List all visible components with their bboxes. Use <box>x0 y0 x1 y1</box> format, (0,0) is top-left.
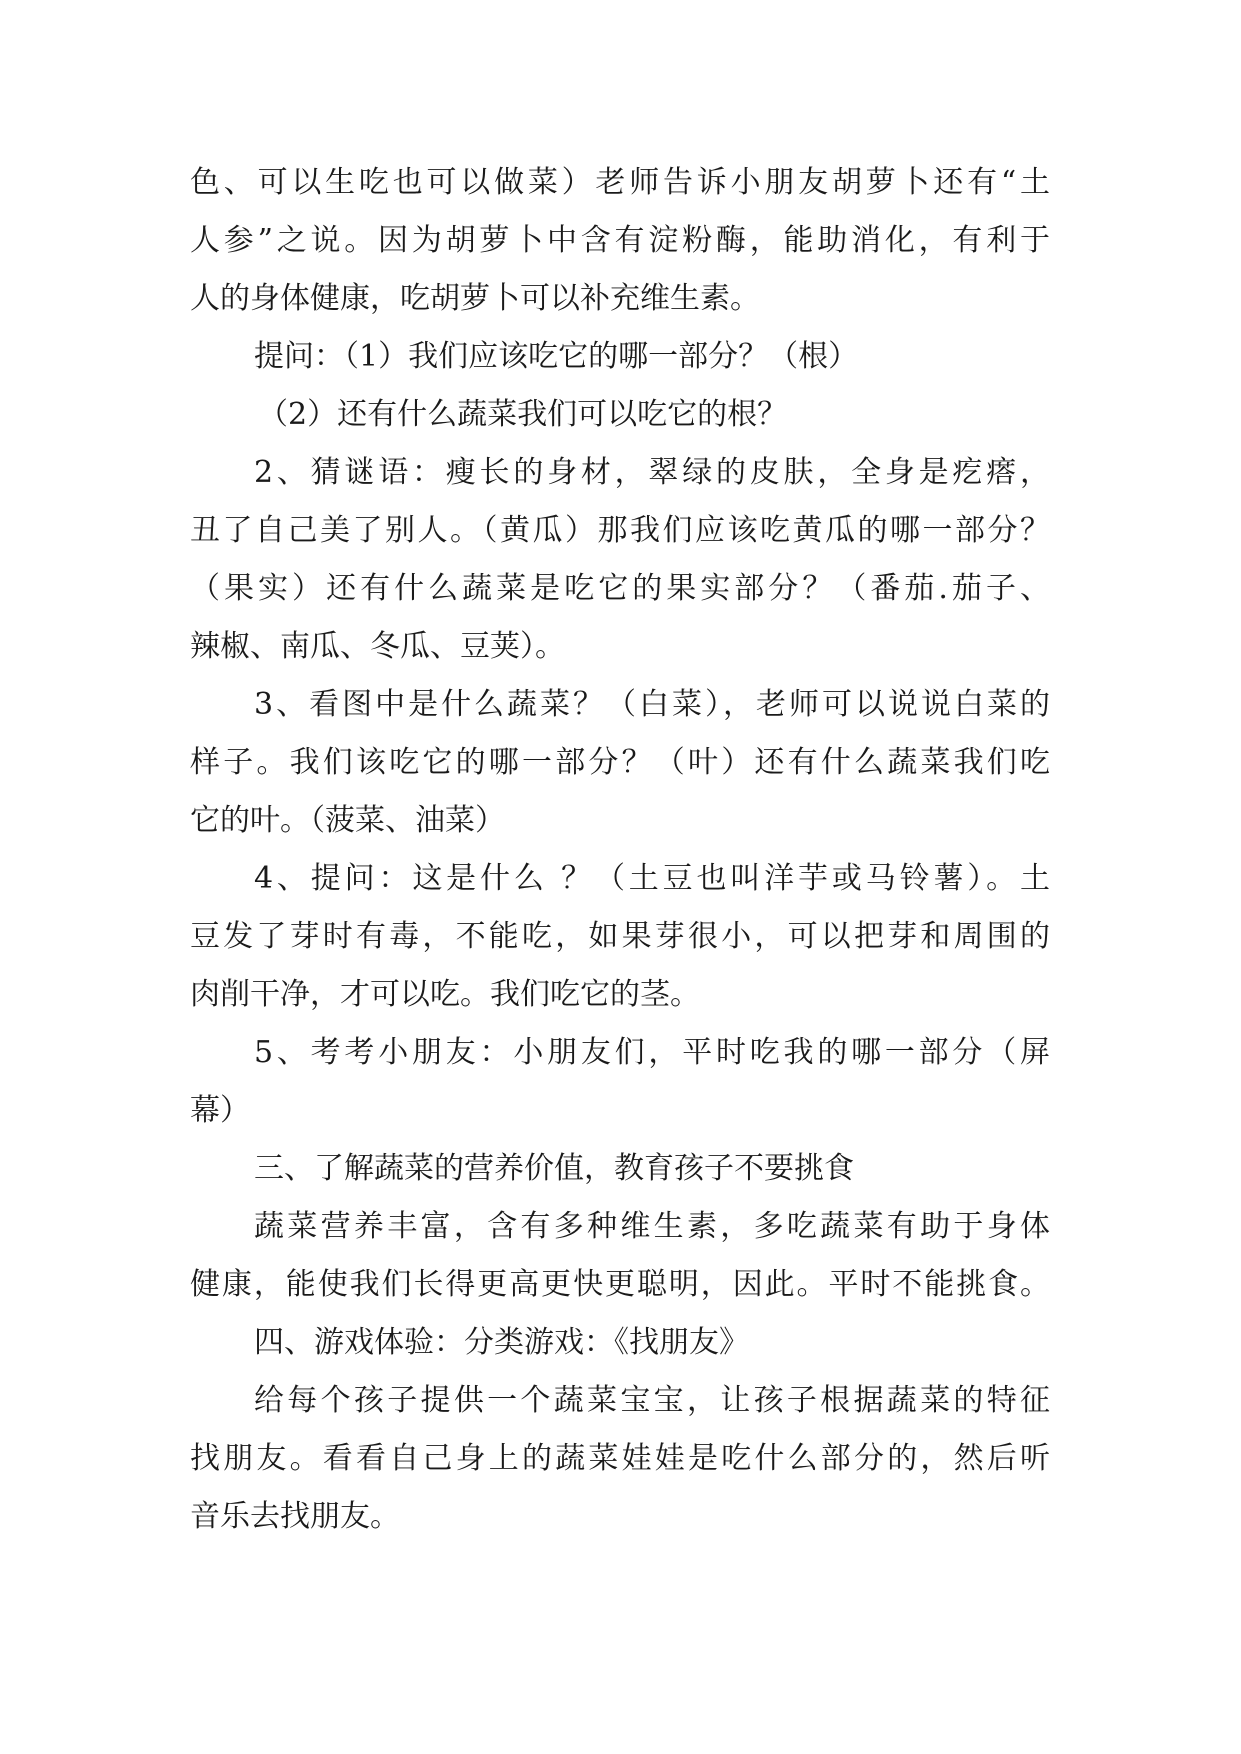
text-line: 3、看图中是什么蔬菜？（白菜），老师可以说说白菜的 <box>254 687 1050 722</box>
text-line: 丑了自己美了别人。（黄瓜）那我们应该吃黄瓜的哪一部分？ <box>190 513 1050 548</box>
text-line: 找朋友。看看自己身上的蔬菜娃娃是吃什么部分的，然后听 <box>190 1441 1050 1476</box>
document-body <box>190 154 1050 1546</box>
section-heading: 三、了解蔬菜的营养价值，教育孩子不要挑食 <box>254 1151 854 1186</box>
section-heading: 四、游戏体验：分类游戏：《找朋友》 <box>254 1325 749 1360</box>
text-line: 提问：（1）我们应该吃它的哪一部分？（根） <box>254 339 859 374</box>
text-line: 给每个孩子提供一个蔬菜宝宝，让孩子根据蔬菜的特征 <box>254 1383 1050 1418</box>
text-line: 4、提问：这是什么 ？（土豆也叫洋芋或马铃薯）。土 <box>254 861 1050 896</box>
text-line: 音乐去找朋友。 <box>190 1499 400 1534</box>
text-line: 肉削干净，才可以吃。我们吃它的茎。 <box>190 977 700 1012</box>
text-line: 豆发了芽时有毒，不能吃，如果芽很小，可以把芽和周围的 <box>190 919 1050 954</box>
text-line: 色、可以生吃也可以做菜）老师告诉小朋友胡萝卜还有“土 <box>190 165 1050 200</box>
text-line: 样子。我们该吃它的哪一部分？（叶）还有什么蔬菜我们吃 <box>190 745 1050 780</box>
text-line: 它的叶。（菠菜、油菜） <box>190 803 505 838</box>
text-line: 幕） <box>190 1093 250 1128</box>
text-line: 蔬菜营养丰富，含有多种维生素，多吃蔬菜有助于身体 <box>254 1209 1050 1244</box>
text-line: 健康，能使我们长得更高更快更聪明，因此。平时不能挑食。 <box>190 1267 1050 1302</box>
text-line: 辣椒、南瓜、冬瓜、豆荚）。 <box>190 629 565 664</box>
text-line: （2）还有什么蔬菜我们可以吃它的根？ <box>258 397 788 432</box>
text-line: （果实）还有什么蔬菜是吃它的果实部分？（番茄.茄子、 <box>190 571 1050 606</box>
text-line: 人的身体健康，吃胡萝卜可以补充维生素。 <box>190 281 760 316</box>
text-line: 5、考考小朋友：小朋友们，平时吃我的哪一部分（屏 <box>254 1035 1050 1070</box>
text-line: 人参”之说。因为胡萝卜中含有淀粉酶，能助消化，有利于 <box>190 223 1050 258</box>
text-line: 2、猜谜语：瘦长的身材，翠绿的皮肤，全身是疙瘩， <box>254 455 1050 490</box>
